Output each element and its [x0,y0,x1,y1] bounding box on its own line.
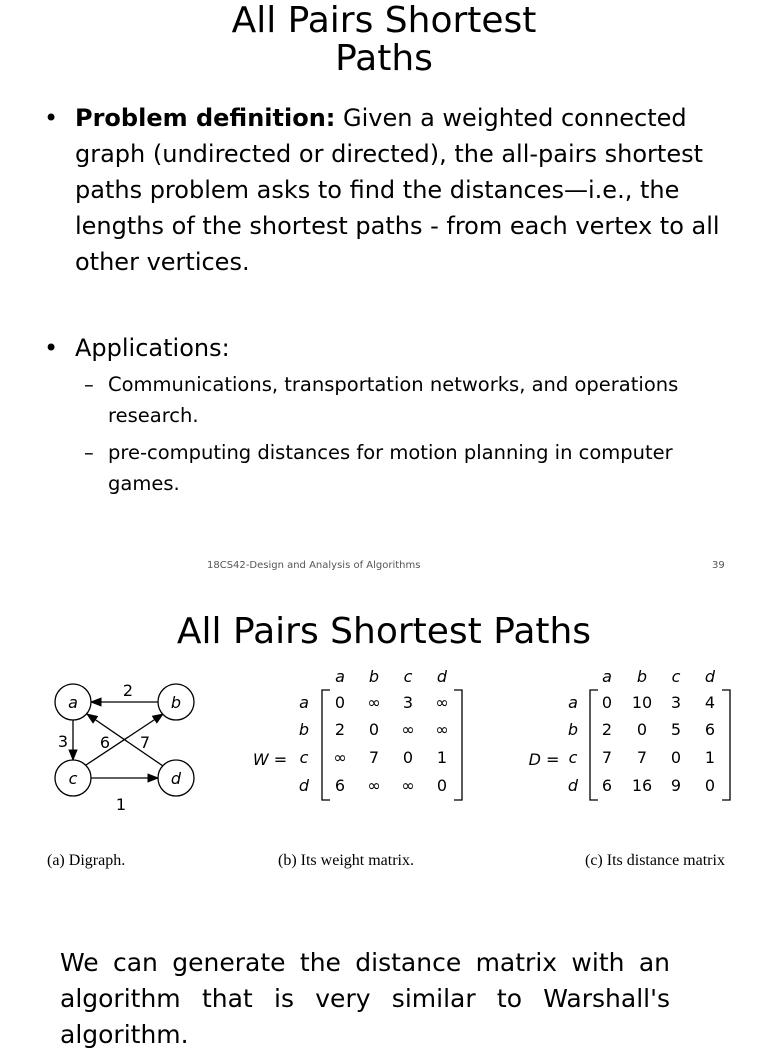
matrix-cell: 0 [436,776,448,795]
bracket-right [454,690,462,800]
row-header: d [567,776,579,795]
row-header: b [567,720,579,739]
bullet-applications [44,330,734,366]
row-header: c [568,748,578,767]
matrix-cell: 3 [670,693,682,712]
col-header: b [636,670,648,686]
matrix-cell: 0 [704,776,716,795]
bullet-list [44,100,734,505]
matrix-cell: 0 [402,748,414,767]
matrix-cell: 9 [670,776,682,795]
bracket-left [322,690,330,800]
matrix-cell: 2 [334,720,346,739]
matrix-cell: ∞ [367,693,381,712]
matrix-cell: 4 [704,693,716,712]
sub-bullet-text: Communications, transportation networks, and operations research. [108,373,679,427]
col-header: b [368,670,380,686]
caption-weight-matrix: (b) Its weight matrix. [278,852,414,869]
edge-weight: 2 [122,681,134,700]
slide-40 [0,585,768,1049]
matrix-name: D = [528,750,560,769]
figure [0,670,768,820]
col-header: a [335,670,345,686]
footer-page-number: 39 [712,560,725,571]
matrix-cell: 0 [601,693,613,712]
edge-weight: 1 [115,795,127,814]
row-header: d [298,776,310,795]
row-header: c [299,748,309,767]
dash-icon: – [84,441,94,464]
sub-bullet-communications [44,369,734,431]
row-header: a [568,693,578,712]
row-header: b [298,720,310,739]
matrix-cell: 6 [601,776,613,795]
matrix-cell: 3 [402,693,414,712]
col-header: a [602,670,612,686]
matrix-cell: 2 [601,720,613,739]
node-label: c [68,769,78,788]
matrix-cell: 0 [334,693,346,712]
weight-matrix [253,670,462,800]
edge-weight: 3 [57,732,69,751]
matrix-cell: 0 [670,748,682,767]
bullet-text: Given a weighted connected graph (undirected or directed), the all-pairs shortest paths problem asks to find the distances—i.e., the lengths of the shortest paths - from each vertex to all other vertices. [75,104,720,276]
node-label: a [68,693,78,712]
bracket-right [722,690,730,800]
matrix-cell: 6 [334,776,346,795]
matrix-cell: ∞ [401,720,415,739]
row-header: a [299,693,309,712]
matrix-cell: ∞ [333,748,347,767]
slide-title-line-1: All Pairs Shortest [231,0,537,41]
matrix-cell: 10 [631,693,653,712]
matrix-cell: ∞ [367,776,381,795]
matrix-cell: 1 [704,748,716,767]
matrix-cell: 6 [704,720,716,739]
col-header: d [436,670,448,686]
sub-bullet-text: pre-computing distances for motion planning in computer games. [108,441,686,495]
edge-weight: 6 [99,733,111,752]
bullet-problem-definition [44,100,734,280]
matrix-cell: 16 [631,776,653,795]
node-label: d [170,769,182,788]
bullet-dot-icon: • [44,334,59,362]
matrix-cell: 0 [368,720,380,739]
bullet-dot-icon: • [44,104,59,132]
caption-digraph: (a) Digraph. [47,852,126,869]
edge-weight: 7 [139,733,151,752]
matrix-cell: 0 [636,720,648,739]
footer-course-name: 18CS42-Design and Analysis of Algorithms [207,560,421,571]
matrix-cell: 1 [436,748,448,767]
bracket-left [590,690,598,800]
col-header: c [671,670,681,686]
matrix-cell: 5 [670,720,682,739]
col-header: d [704,670,716,686]
matrix-cell: ∞ [435,693,449,712]
sub-bullet-motion-planning [44,437,734,499]
matrix-cell: ∞ [401,776,415,795]
matrix-cell: 7 [368,748,380,767]
node-label: b [170,693,182,712]
slide-title: All Pairs Shortest Paths [176,611,592,652]
bullet-text: Applications: [75,334,230,362]
matrix-name: W = [252,750,288,769]
col-header: c [403,670,413,686]
caption-distance-matrix: (c) Its distance matrix [585,852,725,869]
bullet-bold-label: Problem definition: [75,104,336,132]
matrix-cell: 7 [601,748,613,767]
digraph [55,681,194,814]
matrix-cell: 7 [636,748,648,767]
body-paragraph: We can generate the distance matrix with an algorithm that is very similar to Warshall's algorithm. [60,948,670,1049]
dash-icon: – [84,373,94,396]
slide-title-line-2: Paths [335,38,433,79]
matrix-cell: ∞ [435,720,449,739]
slide-title [0,2,768,78]
distance-matrix [529,670,730,800]
